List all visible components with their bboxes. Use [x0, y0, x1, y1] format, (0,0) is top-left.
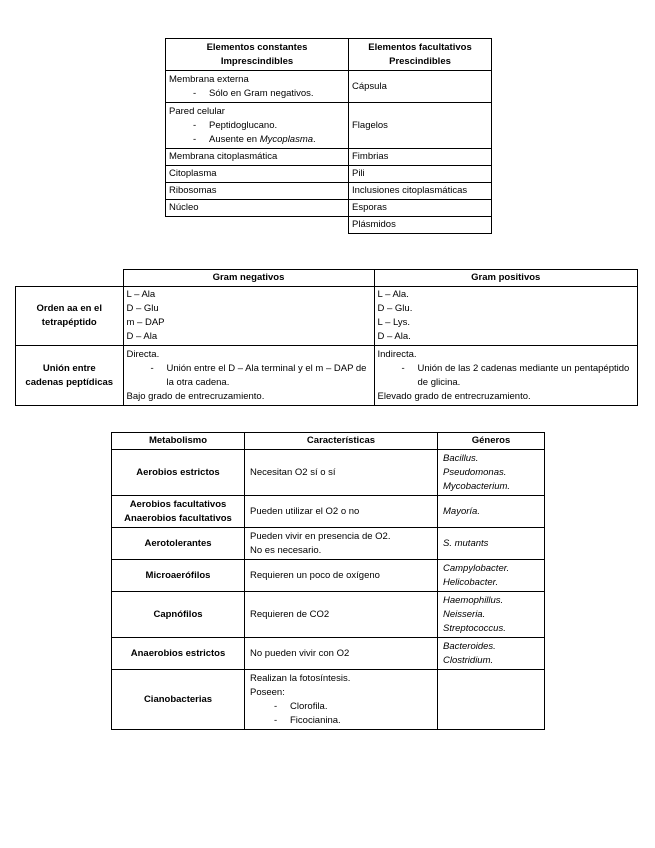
- row-label-aa-order-line2: tetrapéptido: [41, 317, 97, 328]
- desc-aerotolerant-line1: Pueden vivir en presencia de O2.: [250, 530, 391, 542]
- genus-item: Clostridium.: [443, 654, 494, 666]
- empty-cell: [166, 217, 349, 234]
- gram-positive-aa-order: [374, 287, 638, 346]
- header-genera: Géneros: [438, 433, 545, 450]
- cell-outer-membrane: [166, 71, 349, 103]
- header-constant-elements: [166, 39, 349, 71]
- genus-item: Bacteroides.: [443, 640, 496, 652]
- header-metabolism: Metabolismo: [112, 433, 245, 450]
- gram-positive-union: [374, 346, 638, 406]
- pos-aa-4: D – Ala.: [377, 331, 411, 342]
- header-optional-line2: Prescindibles: [389, 55, 451, 67]
- genera-aerobic-strict: [438, 450, 545, 496]
- cell-plasmids: Plásmidos: [349, 217, 492, 234]
- empty-corner-cell: [16, 270, 124, 287]
- neg-union-head: Directa.: [126, 348, 160, 360]
- desc-facultative: Pueden utilizar el O2 o no: [245, 496, 438, 528]
- desc-aerotolerant-line2: No es necesario.: [250, 544, 322, 556]
- genus-item: Helicobacter.: [443, 576, 499, 588]
- genus-item: Neisseria.: [443, 608, 486, 620]
- metabolism-facultative-line2: Anaerobios facultativos: [124, 512, 232, 524]
- neg-union-item: - Unión entre el D – Ala terminal y el m – DAP de la otra cadena.: [150, 362, 367, 388]
- neg-aa-1: L – Ala: [126, 289, 156, 300]
- desc-aerobic-strict: Necesitan O2 sí o sí: [245, 450, 438, 496]
- row-label-aa-order-line1: Orden aa en el: [36, 303, 102, 314]
- outer-membrane-label: Membrana externa: [169, 73, 249, 85]
- gram-negative-union: [123, 346, 374, 406]
- gram-negative-aa-order: [123, 287, 374, 346]
- desc-capnophilic: Requieren de CO2: [245, 592, 438, 638]
- cell-wall-note-1: - Peptidoglucano.: [193, 119, 278, 131]
- genus-item: Campylobacter.: [443, 562, 510, 574]
- metabolism-microaerophilic: Microaerófilos: [112, 560, 245, 592]
- genus-item: Pseudomonas.: [443, 466, 507, 478]
- neg-aa-2: D – Glu: [126, 303, 159, 314]
- neg-union-tail: Bajo grado de entrecruzamiento.: [126, 390, 265, 402]
- desc-cyano-line2: Poseen:: [250, 686, 285, 698]
- header-gram-positive: Gram positivos: [374, 270, 638, 287]
- cell-fimbriae: Fimbrias: [349, 149, 492, 166]
- header-gram-negative: Gram negativos: [123, 270, 374, 287]
- cell-spores: Esporas: [349, 200, 492, 217]
- genus-item: Mycobacterium.: [443, 480, 511, 492]
- cell-cytoplasmic-membrane: Membrana citoplasmática: [166, 149, 349, 166]
- desc-cyanobacteria: [245, 670, 438, 730]
- cell-cytoplasm: Citoplasma: [166, 166, 349, 183]
- metabolism-facultative-line1: Aerobios facultativos: [129, 498, 227, 510]
- neg-aa-3: m – DAP: [126, 317, 165, 328]
- genus-item: Bacillus.: [443, 452, 479, 464]
- cell-wall-note-2: - Ausente en Mycoplasma.: [193, 133, 316, 145]
- pos-union-head: Indirecta.: [377, 348, 417, 360]
- pos-union-item: - Unión de las 2 cadenas mediante un pentapéptido de glicina.: [401, 362, 630, 388]
- header-constant-line2: Imprescindibles: [220, 55, 294, 67]
- cell-cell-wall: [166, 103, 349, 149]
- gram-comparison-table: [15, 269, 638, 406]
- genus-item: Streptococcus.: [443, 622, 506, 634]
- header-optional-line1: Elementos facultativos: [368, 41, 472, 53]
- genera-facultative: Mayoría.: [438, 496, 545, 528]
- outer-membrane-note: - Sólo en Gram negativos.: [193, 87, 314, 99]
- header-characteristics: Características: [245, 433, 438, 450]
- desc-cyano-item-1: - Clorofila.: [274, 700, 328, 712]
- genera-cyanobacteria: [438, 670, 545, 730]
- metabolism-aerobic-strict: Aerobios estrictos: [112, 450, 245, 496]
- desc-cyano-line1: Realizan la fotosíntesis.: [250, 672, 351, 684]
- metabolism-cyanobacteria: Cianobacterias: [112, 670, 245, 730]
- metabolism-aerotolerant: Aerotolerantes: [112, 528, 245, 560]
- row-label-aa-order: [16, 287, 124, 346]
- neg-aa-4: D – Ala: [126, 331, 158, 342]
- desc-cyano-item-2: - Ficocianina.: [274, 714, 341, 726]
- genera-aerotolerant: S. mutants: [438, 528, 545, 560]
- cell-pili: Pili: [349, 166, 492, 183]
- cell-capsule: Cápsula: [349, 71, 492, 103]
- genera-anaerobic-strict: [438, 638, 545, 670]
- row-label-union-line1: Unión entre: [42, 362, 96, 374]
- pos-aa-1: L – Ala.: [377, 289, 409, 300]
- row-label-union-line2: cadenas peptídicas: [25, 376, 114, 388]
- cell-ribosomes: Ribosomas: [166, 183, 349, 200]
- genera-capnophilic: [438, 592, 545, 638]
- metabolism-facultative: [112, 496, 245, 528]
- metabolism-capnophilic: Capnófilos: [112, 592, 245, 638]
- pos-aa-3: L – Lys.: [377, 317, 411, 328]
- cell-elements-table: [165, 38, 492, 234]
- pos-aa-2: D – Glu.: [377, 303, 413, 314]
- cell-flagella: Flagelos: [349, 103, 492, 149]
- cell-nucleus: Núcleo: [166, 200, 349, 217]
- genus-item: Haemophillus.: [443, 594, 504, 606]
- header-constant-line1: Elementos constantes: [206, 41, 308, 53]
- desc-anaerobic-strict: No pueden vivir con O2: [245, 638, 438, 670]
- metabolism-table: [111, 432, 545, 730]
- desc-microaerophilic: Requieren un poco de oxígeno: [245, 560, 438, 592]
- cell-inclusions: Inclusiones citoplasmáticas: [349, 183, 492, 200]
- genera-microaerophilic: [438, 560, 545, 592]
- header-optional-elements: [349, 39, 492, 71]
- pos-union-tail: Elevado grado de entrecruzamiento.: [377, 390, 531, 402]
- row-label-chain-union: [16, 346, 124, 406]
- desc-aerotolerant: [245, 528, 438, 560]
- metabolism-anaerobic-strict: Anaerobios estrictos: [112, 638, 245, 670]
- cell-wall-label: Pared celular: [169, 105, 225, 117]
